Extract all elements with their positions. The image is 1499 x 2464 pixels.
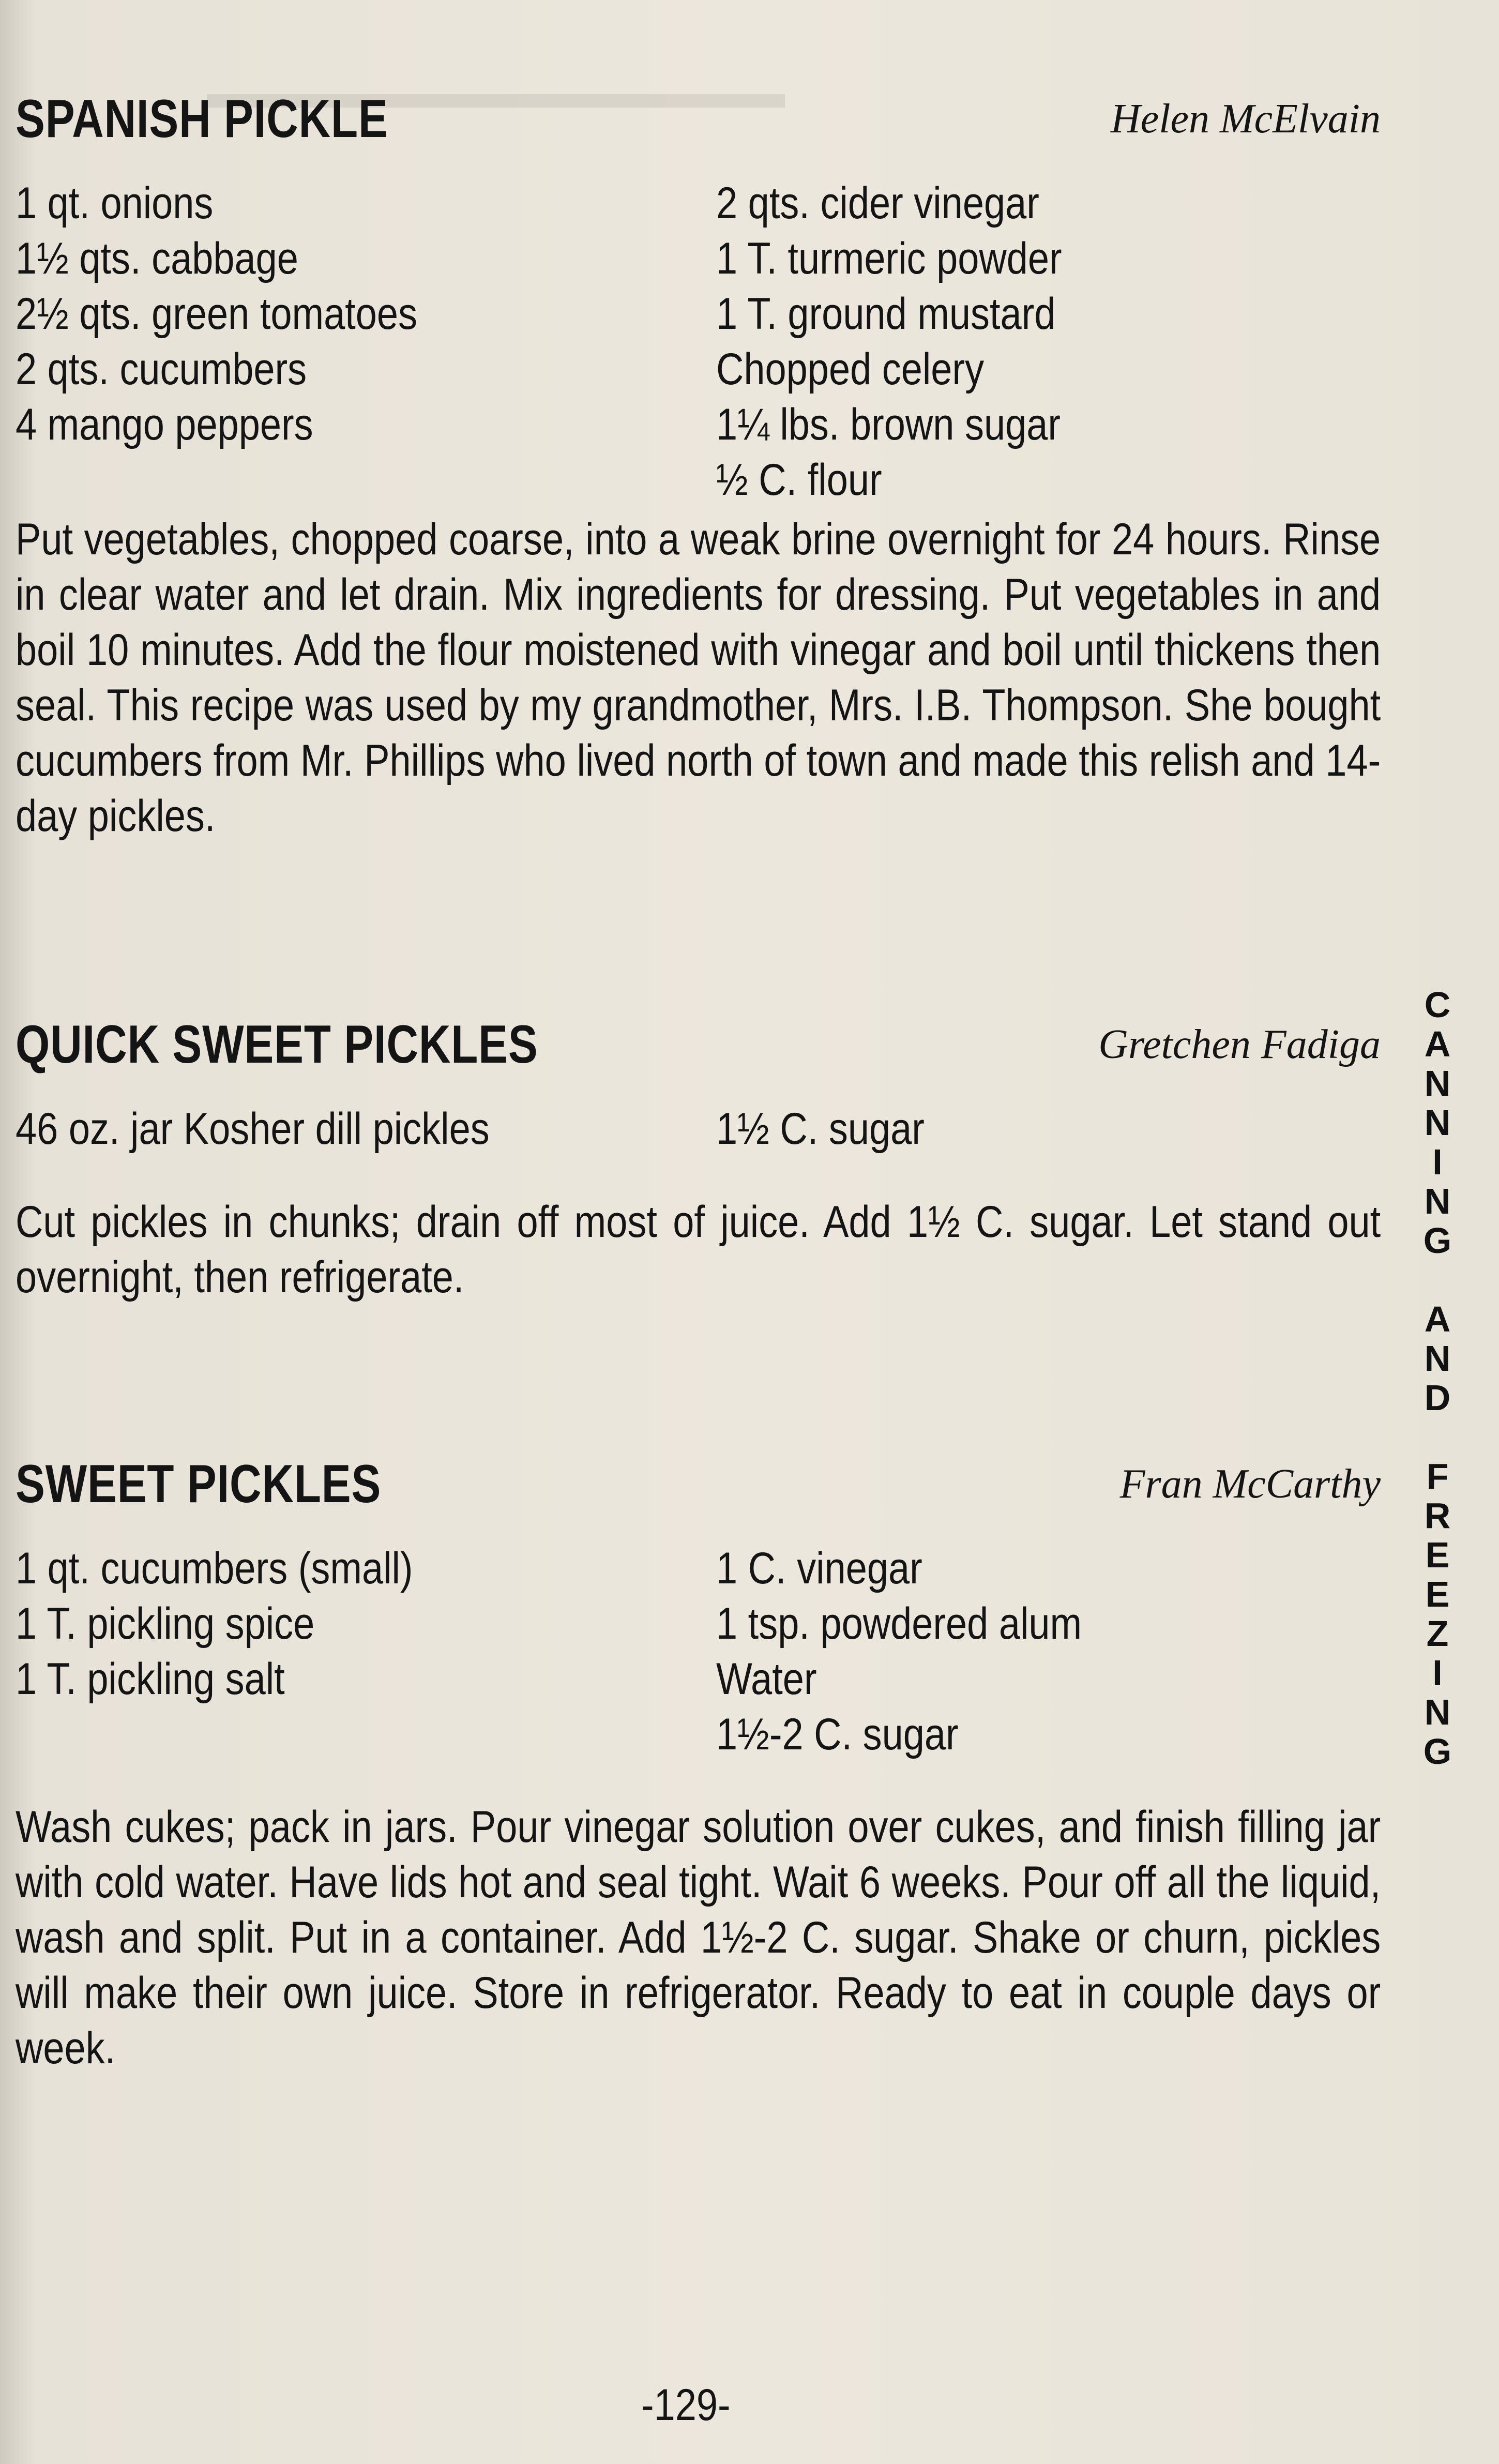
ingredient: 1 qt. onions — [16, 178, 214, 228]
tab-letter: N — [1424, 1181, 1451, 1221]
ingredient: 1 qt. cucumbers (small) — [16, 1544, 413, 1593]
ingredient: 1¼ lbs. brown sugar — [716, 400, 1061, 449]
tab-letter: Z — [1426, 1613, 1449, 1654]
recipe-directions: Wash cukes; pack in jars. Pour vinegar solution over cukes, and finish filling jar with cold water. Have lids hot and seal tight. Wait 6 weeks. Pour off all the liquid, wash and split. Put in a container. Add 1½-2 C. sugar. Shake or churn, pickles will make their own juice. Store in refrigerator. Ready to eat in couple days or week. — [16, 1802, 1381, 2073]
tab-letter: D — [1424, 1378, 1451, 1418]
ingredient: 1½-2 C. sugar — [716, 1710, 959, 1759]
tab-letter: I — [1432, 1653, 1443, 1693]
ingredients-right — [716, 176, 1118, 508]
ingredient: 46 oz. jar Kosher dill pickles — [16, 1104, 490, 1154]
recipe-title: SWEET PICKLES — [16, 1454, 382, 1514]
ingredient: 1 T. turmeric powder — [716, 234, 1062, 283]
ingredient: 1 T. pickling spice — [16, 1599, 315, 1649]
ingredient: 1½ qts. cabbage — [16, 234, 298, 283]
ingredient: 2 qts. cucumbers — [16, 344, 307, 394]
ingredients — [16, 1541, 1381, 1800]
ingredient: 1 C. vinegar — [716, 1544, 922, 1593]
ingredients-right — [716, 1541, 1141, 1762]
recipe-author: Fran McCarthy — [1119, 1461, 1381, 1507]
recipe-author: Gretchen Fadiga — [1098, 1022, 1381, 1067]
ingredient: 1½ C. sugar — [716, 1104, 925, 1154]
recipe-header — [16, 83, 1381, 155]
recipe-directions: Cut pickles in chunks; drain off most of juice. Add 1½ C. sugar. Let stand out overnight, then refrigerate. — [16, 1197, 1381, 1302]
section-tab-canning-and-freezing — [1406, 985, 1468, 1771]
tab-letter: N — [1424, 1063, 1451, 1103]
tab-letter: E — [1425, 1574, 1450, 1614]
tab-letter: N — [1424, 1338, 1451, 1379]
tab-letter: G — [1423, 1731, 1452, 1772]
ingredient: Chopped celery — [716, 344, 985, 394]
recipe-spanish-pickle — [16, 83, 1381, 844]
recipe-directions: Put vegetables, chopped coarse, into a weak brine overnight for 24 hours. Rinse in clear water and let drain. Mix ingredients for dressing. Put vegetables in and boil 10 minutes. Add the flour moistened with vinegar and boil until thickens then seal. This recipe was used by my grandmother, Mrs. I.B. Thompson. She bought cucumbers from Mr. Phillips who lived north of town and made this relish and 14-day pickles. — [16, 515, 1381, 841]
tab-letter: N — [1424, 1692, 1451, 1732]
ingredients-left — [16, 1101, 567, 1157]
recipe-title: QUICK SWEET PICKLES — [16, 1015, 538, 1075]
recipe-sweet-pickles — [16, 1448, 1381, 2076]
tab-letter: A — [1424, 1299, 1451, 1339]
tab-letter: I — [1432, 1142, 1443, 1182]
tab-letter: A — [1424, 1024, 1451, 1064]
ingredients-right — [716, 1101, 958, 1157]
bleed-through: ▬▬▬▬▬▬▬▬▬▬▬▬▬ — [207, 68, 785, 117]
ingredient: 1 T. pickling salt — [16, 1654, 285, 1704]
ingredient: 2½ qts. green tomatoes — [16, 289, 418, 339]
ingredient: Water — [716, 1654, 817, 1704]
tab-letter: F — [1426, 1456, 1449, 1496]
recipe-title: SPANISH PICKLE — [16, 89, 388, 149]
recipe-quick-sweet-pickles — [16, 1008, 1381, 1305]
tab-letter: G — [1423, 1220, 1452, 1261]
recipe-author: Helen McElvain — [1111, 96, 1381, 142]
recipe-header — [16, 1008, 1381, 1081]
tab-letter: N — [1424, 1102, 1451, 1143]
tab-letter: C — [1424, 985, 1451, 1025]
ingredients-left — [16, 1541, 478, 1707]
ingredients — [16, 176, 1381, 512]
ingredient: 2 qts. cider vinegar — [716, 178, 1039, 228]
ingredient: 1 tsp. powdered alum — [716, 1599, 1082, 1649]
ingredient: ½ C. flour — [716, 455, 882, 505]
tab-letter: E — [1425, 1535, 1450, 1575]
ingredients-left — [16, 176, 483, 452]
tab-letter: R — [1424, 1495, 1451, 1536]
ingredient: 4 mango peppers — [16, 400, 313, 449]
recipe-header — [16, 1448, 1381, 1520]
ingredients — [16, 1101, 1381, 1195]
ingredient: 1 T. ground mustard — [716, 289, 1056, 339]
page-number: -129- — [641, 2380, 731, 2430]
